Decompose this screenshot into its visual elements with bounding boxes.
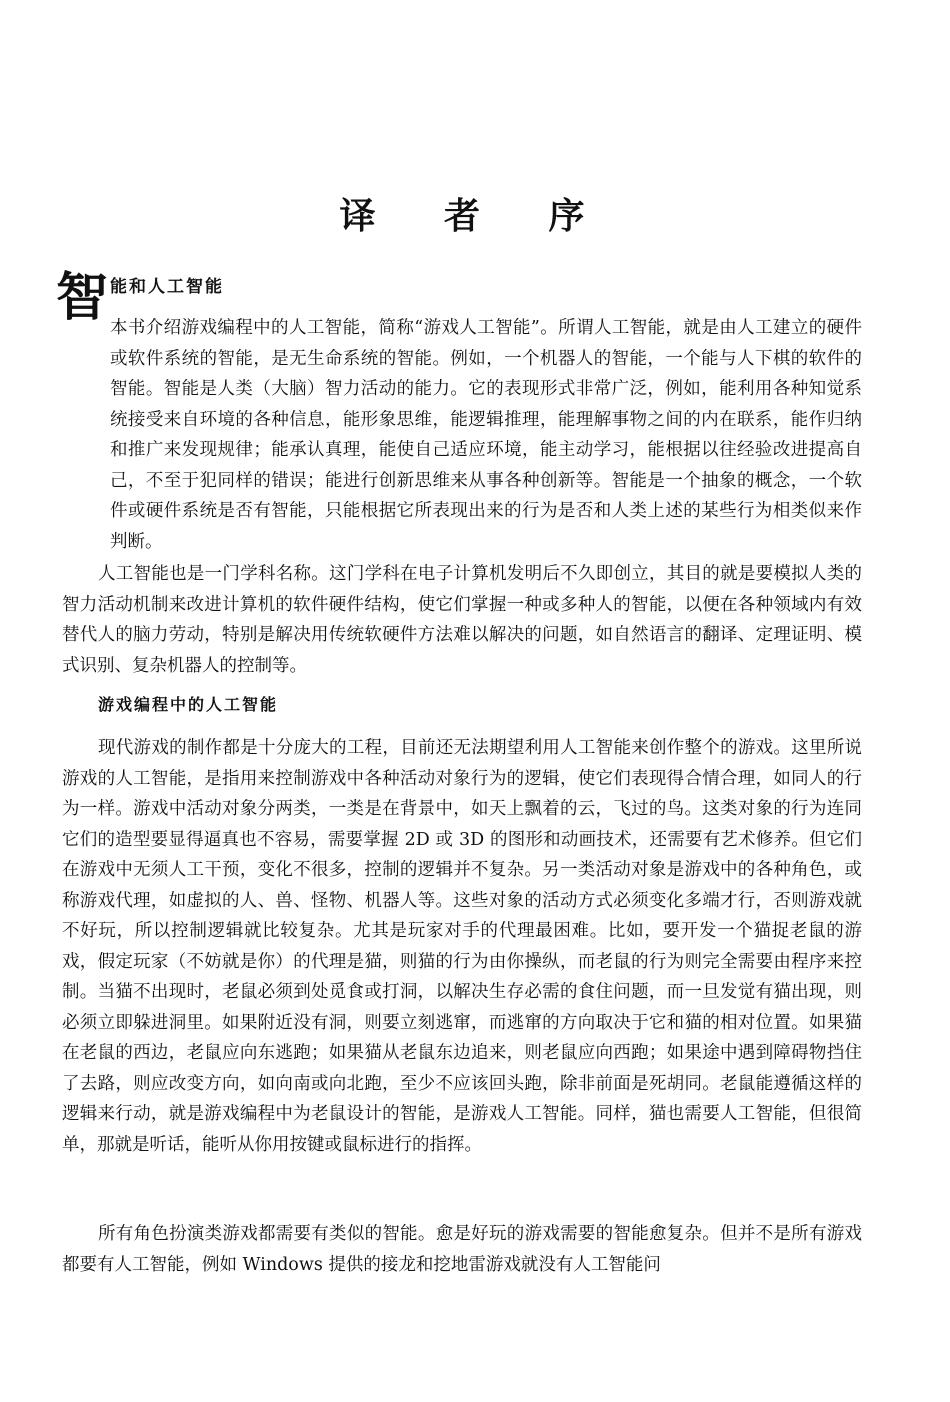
paragraph-4: 所有角色扮演类游戏都需要有类似的智能。愈是好玩的游戏需要的智能愈复杂。但并不是所有游戏都要有人工智能，例如 Windows 提供的接龙和挖地雷游戏就没有人工智能问 xyxy=(62,1224,862,1275)
subheading: 游戏编程中的人工智能 xyxy=(98,695,279,714)
section-heading-text: 能和人工智能 xyxy=(110,277,224,297)
paragraph-2: 人工智能也是一门学科名称。这门学科在电子计算机发明后不久即创立，其目的就是要模拟人类的智力活动机制来改进计算机的软件硬件结构，使它们掌握一种或多种人的智能，以便在各种领域内有效替代人的脑力劳动，特别是解决用传统软硬件方法难以解决的问题，如自然语言的翻译、定理证明、模式识别、复杂机器人的控制等。 xyxy=(62,564,862,676)
paragraph-3: 现代游戏的制作都是十分庞大的工程，目前还无法期望利用人工智能来创作整个的游戏。这里所说游戏的人工智能，是指用来控制游戏中各种活动对象行为的逻辑，使它们表现得合情合理，如同人的行为一样。游戏中活动对象分两类，一类是在背景中，如天上飘着的云，飞过的鸟。这类对象的行为连同它们的造型要显得逼真也不容易，需要掌握 2D 或 3D 的图形和动画技术，还需要有艺术修养。但它们在游戏中无须人工干预，变化不很多，控制的逻辑并不复杂。另一类活动对象是游戏中的各种角色，或称游戏代理，如虚拟的人、兽、怪物、机器人等。这些对象的活动方式必须变化多端才行，否则游戏就不好玩，所以控制逻辑就比较复杂。尤其是玩家对手的代理最困难。比如，要开发一个猫捉老鼠的游戏，假定玩家（不妨就是你）的代理是猫，则猫的行为由你操纵，而老鼠的行为则完全需要由程序来控制。当猫不出现时，老鼠必须到处觅食或打洞，以解决生存必需的食住问题，而一旦发觉有猫出现，则必须立即躲进洞里。如果附近没有洞，则要立刻逃窜，而逃窜的方向取决于它和猫的相对位置。如果猫在老鼠的西边，老鼠应向东逃跑；如果猫从老鼠东边追来，则老鼠应向西跑；如果途中遇到障碍物挡住了去路，则应改变方向，如向南或向北跑，至少不应该回头跑，除非前面是死胡同。老鼠能遵循这样的逻辑来行动，就是游戏编程中为老鼠设计的智能，是游戏人工智能。同样，猫也需要人工智能，但很简单，那就是听话，能听从你用按键或鼠标进行的指挥。 xyxy=(62,738,862,1155)
paragraph-1: 本书介绍游戏编程中的人工智能，简称“游戏人工智能”。所谓人工智能，就是由人工建立的硬件或软件系统的智能，是无生命系统的智能。例如，一个机器人的智能，一个能与人下棋的软件的智能。智能是人类（大脑）智力活动的能力。它的表现形式非常广泛，例如，能利用各种知觉系统接受来自环境的各种信息，能形象思维，能逻辑推理，能理解事物之间的内在联系，能作归纳和推广来发现规律；能承认真理，能使自己适应环境，能主动学习，能根据以往经验改进提高自己，不至于犯同样的错误；能进行创新思维来从事各种创新等。智能是一个抽象的概念，一个软件或硬件系统是否有智能，只能根据它所表现出来的行为是否和人类上述的某些行为相类似来作判断。 xyxy=(110,318,862,552)
drop-cap: 智 xyxy=(56,268,109,328)
page-title: 译 者 序 xyxy=(339,196,613,237)
